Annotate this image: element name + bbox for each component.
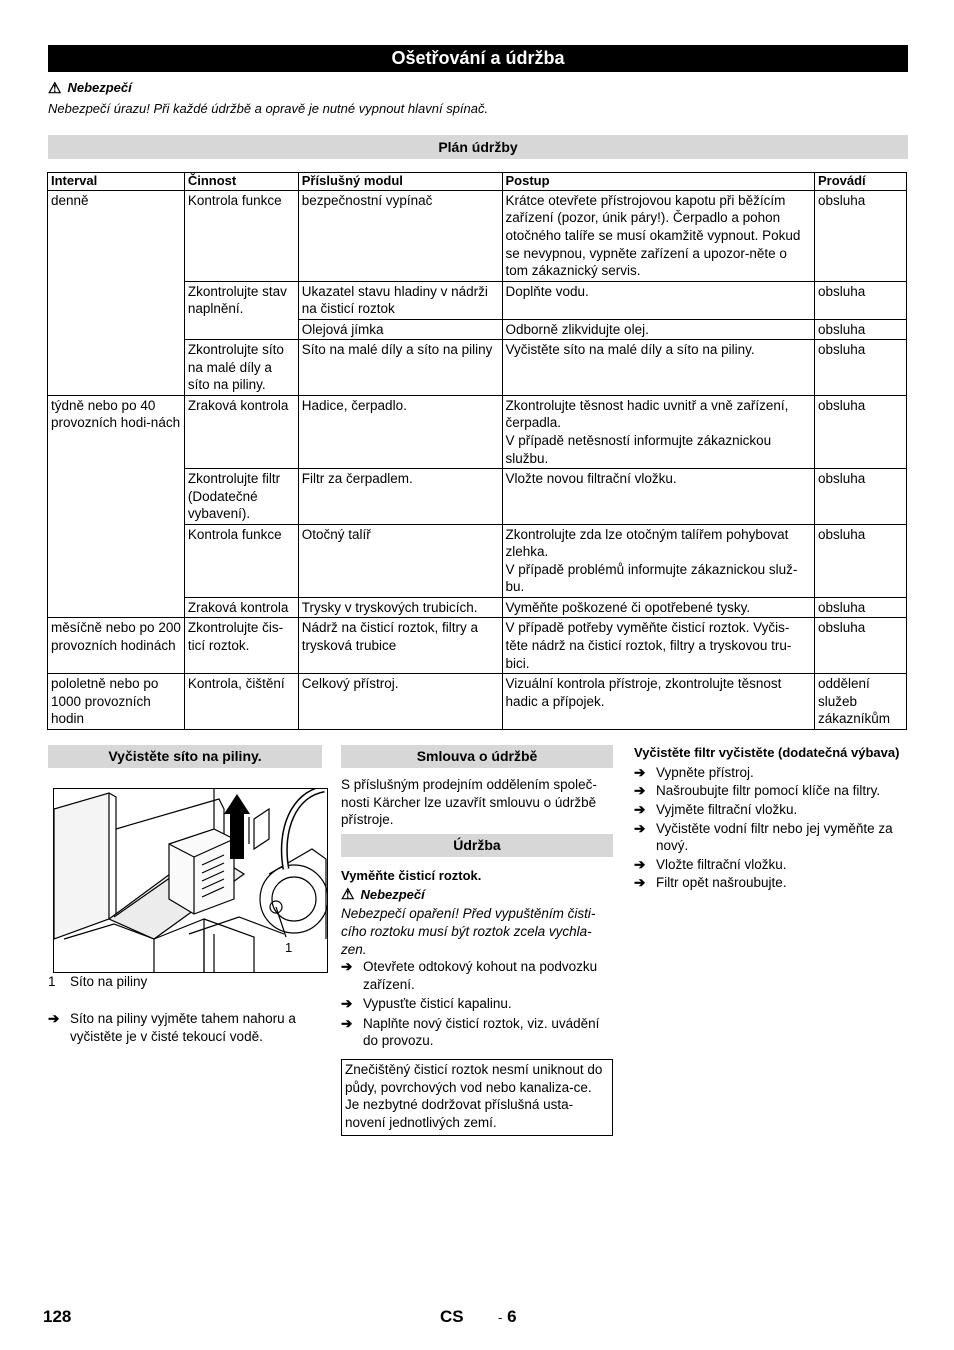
module-cell: bezpečnostní vypínač [298, 190, 502, 281]
arrow-right-icon: ➔ [634, 783, 646, 799]
performer-cell: obsluha [814, 524, 906, 597]
figure-callout-1: 1 [285, 940, 293, 955]
step-text: Vypněte přístroj. [656, 764, 754, 780]
language-code: CS [440, 1307, 464, 1326]
maintenance-heading: Údržba [341, 834, 613, 857]
procedure-cell: Doplňte vodu. [502, 281, 814, 319]
performer-cell: obsluha [814, 281, 906, 319]
step-text: Vyjměte filtrační vložku. [656, 801, 798, 817]
performer-cell: obsluha [814, 469, 906, 525]
performer-cell: obsluha [814, 340, 906, 396]
sieve-illustration [53, 788, 328, 973]
step-text: Vložte filtrační vložku. [656, 856, 787, 872]
page-title: Ošetřování a údržba [48, 45, 908, 72]
sieve-heading: Vyčistěte síto na piliny. [48, 745, 322, 768]
section-page-number [498, 1306, 517, 1328]
col-header-procedure: Postup [502, 173, 814, 191]
filter-section [634, 745, 908, 892]
performer-cell: obsluha [814, 319, 906, 340]
warning-triangle-icon: ⚠ [48, 79, 62, 97]
list-item [634, 820, 908, 855]
machine-drawing [54, 789, 327, 972]
list-item [634, 782, 908, 800]
table-row [48, 190, 907, 281]
interval-cell: denně [48, 190, 185, 395]
activity-cell: Zraková kontrola [184, 597, 298, 618]
module-cell: Nádrž na čisticí roztok, filtry a trysková trubice [298, 618, 502, 674]
danger-heading-text: Nebezpečí [67, 80, 132, 95]
module-cell: Trysky v tryskových trubicích. [298, 597, 502, 618]
activity-cell: Kontrola funkce [184, 190, 298, 281]
table-row [48, 674, 907, 730]
module-cell: Filtr za čerpadlem. [298, 469, 502, 525]
list-item [634, 801, 908, 819]
replace-steps [341, 958, 613, 1050]
activity-cell: Zkontrolujte stav naplnění. [184, 281, 298, 340]
replace-solution-heading: Vyměňte čisticí roztok. [341, 867, 482, 883]
module-cell: Otočný talíř [298, 524, 502, 597]
step-text: Filtr opět našroubujte. [656, 875, 787, 891]
list-item [634, 764, 908, 782]
contract-heading: Smlouva o údržbě [341, 745, 613, 768]
contract-section [341, 745, 613, 1050]
interval-cell: měsíčně nebo po 200 provozních hodinách [48, 618, 185, 674]
contract-text: S příslušným prodejním oddělením společ-nosti Kärcher lze uzavřít smlouvu o údržbě přístroje. [341, 777, 597, 828]
procedure-cell: Vyčistěte síto na malé díly a síto na piliny. [502, 340, 814, 396]
module-cell: Celkový přístroj. [298, 674, 502, 730]
procedure-cell: Vložte novou filtrační vložku. [502, 469, 814, 525]
module-cell: Hadice, čerpadlo. [298, 395, 502, 468]
section-page: 6 [507, 1307, 517, 1326]
step-text: Naplňte nový čisticí roztok, viz. uvádění do provozu. [363, 1015, 600, 1049]
activity-cell: Zkontrolujte filtr (Dodatečné vybavení). [184, 469, 298, 525]
list-item [341, 1015, 613, 1050]
figure-caption [48, 973, 147, 991]
procedure-cell: Odborně zlikvidujte olej. [502, 319, 814, 340]
step-text: Otevřete odtokový kohout na podvozku zařízení. [363, 959, 598, 992]
activity-cell: Kontrola funkce [184, 524, 298, 597]
procedure-cell: Vyměňte poškozené či opotřebené tysky. [502, 597, 814, 618]
module-cell: Olejová jímka [298, 319, 502, 340]
step-text: Našroubujte filtr pomocí klíče na filtry. [656, 783, 881, 799]
table-row [48, 618, 907, 674]
step-text: Síto na piliny vyjměte tahem nahoru a vyčistěte je v čisté tekoucí vodě. [70, 1011, 296, 1044]
procedure-cell: V případě potřeby vyměňte čisticí roztok. Vyčis-těte nádrž na čisticí roztok, filtry a tryskovou tru-bici. [502, 618, 814, 674]
step-text: Vyčistěte vodní filtr nebo jej vyměňte za nový. [656, 820, 893, 854]
activity-cell: Kontrola, čištění [184, 674, 298, 730]
activity-cell: Zkontrolujte síto na malé díly a síto na piliny. [184, 340, 298, 396]
list-item [48, 1010, 322, 1045]
danger-heading-text: Nebezpečí [360, 886, 425, 902]
caption-text: Síto na piliny [70, 974, 148, 989]
step-text: Vypusťte čisticí kapalinu. [363, 996, 512, 1012]
danger-heading [48, 80, 132, 97]
list-item [634, 874, 908, 892]
col-header-interval: Interval [48, 173, 185, 191]
arrow-right-icon: ➔ [48, 1011, 60, 1026]
procedure-cell: Zkontrolujte těsnost hadic uvnitř a vně zařízení, čerpadla. V případě netěsností informujte zákaznickou službu. [502, 395, 814, 468]
list-item [341, 995, 613, 1013]
col-header-activity: Činnost [184, 173, 298, 191]
performer-cell: oddělení služeb zákazníkům [814, 674, 906, 730]
danger-text: Nebezpečí úrazu! Při každé údržbě a opravě je nutné vypnout hlavní spínač. [48, 101, 489, 116]
performer-cell: obsluha [814, 597, 906, 618]
col-header-module: Příslušný modul [298, 173, 502, 191]
page-number: 128 [43, 1307, 72, 1326]
activity-cell: Zkontrolujte čis-ticí roztok. [184, 618, 298, 674]
filter-steps [634, 764, 908, 892]
danger-heading-2 [341, 887, 613, 904]
arrow-right-icon: ➔ [634, 875, 646, 891]
table-row [48, 395, 907, 468]
arrow-right-icon: ➔ [634, 801, 646, 817]
procedure-cell: Krátce otevřete přístrojovou kapotu při běžícím zařízení (pozor, únik páry!). Čerpadlo a pohon otočného talíře se musí okamžitě vypnout. Pokud se nevypnou, vypněte zařízení a upozor-něte o tom zákaznický servis. [502, 190, 814, 281]
table-header-row [48, 173, 907, 191]
page-separator: - [498, 1310, 503, 1325]
environment-note: Znečištěný čisticí roztok nesmí uniknout do půdy, povrchových vod nebo kanaliza-ce. Je nezbytné dodržovat příslušná usta-novení jednotlivých zemí. [341, 1059, 613, 1136]
performer-cell: obsluha [814, 395, 906, 468]
filter-heading: Vyčistěte filtr vyčistěte (dodatečná výbava) [634, 745, 900, 760]
arrow-right-icon: ➔ [634, 820, 646, 836]
procedure-cell: Vizuální kontrola přístroje, zkontrolujte těsnost hadic a přípojek. [502, 674, 814, 730]
interval-cell: pololetně nebo po 1000 provozních hodin [48, 674, 185, 730]
interval-cell: týdně nebo po 40 provozních hodi-nách [48, 395, 185, 618]
module-cell: Ukazatel stavu hladiny v nádrži na čisticí roztok [298, 281, 502, 319]
performer-cell: obsluha [814, 618, 906, 674]
arrow-right-icon: ➔ [341, 1015, 353, 1031]
danger-text-2: Nebezpečí opaření! Před vypuštěním čisti-cího roztoku musí být roztok zcela vychla-zen. [341, 906, 596, 957]
module-cell: Síto na malé díly a síto na piliny [298, 340, 502, 396]
activity-cell: Zraková kontrola [184, 395, 298, 468]
caption-number: 1 [48, 974, 56, 989]
maintenance-plan-heading: Plán údržby [48, 135, 908, 159]
maintenance-plan-table [47, 172, 907, 730]
list-item [341, 958, 613, 993]
arrow-right-icon: ➔ [634, 856, 646, 872]
sieve-steps [48, 1010, 322, 1045]
list-item [634, 856, 908, 874]
warning-triangle-icon: ⚠ [341, 886, 355, 904]
col-header-performed-by: Provádí [814, 173, 906, 191]
arrow-right-icon: ➔ [341, 996, 353, 1012]
sieve-section [48, 745, 322, 768]
arrow-right-icon: ➔ [634, 764, 646, 780]
performer-cell: obsluha [814, 190, 906, 281]
arrow-right-icon: ➔ [341, 959, 353, 975]
procedure-cell: Zkontrolujte zda lze otočným talířem pohybovat zlehka. V případě problémů informujte zákaznickou služ-bu. [502, 524, 814, 597]
